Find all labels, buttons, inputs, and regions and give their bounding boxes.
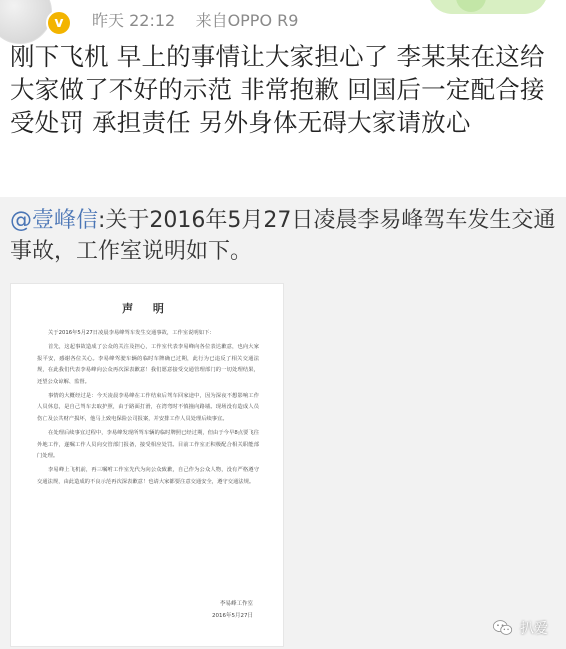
verified-badge-icon: v — [46, 10, 72, 36]
statement-signature-block — [212, 598, 253, 622]
post-text: 刚下飞机 早上的事情让大家担心了 李某某在这给大家做了不好的示范 非常抱歉 回国后一定配合接受处罚 承担责任 另外身体无碍大家请放心 — [10, 42, 545, 137]
statement-body — [37, 328, 259, 491]
repost-body: :关于2016年5月27日凌晨李易峰驾车发生交通事故，工作室说明如下。 — [10, 208, 556, 264]
weibo-post — [0, 0, 566, 200]
user-avatar[interactable] — [0, 0, 52, 44]
post-meta — [92, 8, 298, 31]
statement-paragraph: 李易峰上飞机前，再三嘱咐工作室先代为向公众致歉，自己作为公众人物，没有严格遵守交通法规，由此造成的不良示范再次深表歉意！也请大家都要注意交通安全，遵守交通法规。 — [37, 467, 259, 485]
statement-date: 2016年5月27日 — [212, 613, 253, 619]
statement-paragraph: 事情的大概经过是：今天凌晨李易峰在工作结束后驾车回家途中，因为深夜不想影响工作人员休息，是自己驾车去取护照，由于路面打滑，在湾弯时不慎撞向路墙。现场没有造成人员伤亡及公共财产损坏，他马上致电保险公司报案，并安排工作人员处理后续事宜。 — [37, 393, 259, 422]
header-decoration — [428, 0, 548, 14]
statement-title: 声 明 — [122, 302, 172, 315]
statement-paragraph: 关于2016年5月27日凌晨李易峰驾车发生交通事故，工作室说明如下： — [48, 330, 215, 336]
post-time: 昨天 22:12 — [92, 11, 176, 30]
watermark — [492, 617, 548, 639]
watermark-text: 扒爱 — [520, 621, 548, 637]
repost-text — [10, 205, 558, 267]
post-source: 来自OPPO R9 — [195, 11, 299, 30]
statement-signature: 李易峰工作室 — [219, 601, 253, 607]
statement-image[interactable] — [10, 283, 284, 647]
reposted-content[interactable] — [0, 197, 566, 649]
mention-link[interactable]: @壹峰信 — [10, 208, 99, 233]
statement-paragraph: 在处理后续事宜过程中，李易峰发现所驾车辆的临时牌照已经过期，但由于今早8点要飞往外地工作，遂嘱工作人员向交管部门报备，接受相应处罚。目前工作室正积极配合相关职能部门处理。 — [37, 430, 259, 460]
wechat-icon — [492, 617, 514, 639]
statement-paragraph: 首先，这起事故造成了公众的关注及担心，工作室代表李易峰向各位表达歉意，也向大家报平安，感谢各位关心。李易峰驾驶车辆的临时车牌确已过期，此行为已违反了相关交通法规，在此我们代表李易峰向公众再次深表歉意！我们愿意接受交通管理部门的一切处理结果，还望公众谅解、监督。 — [37, 344, 259, 385]
